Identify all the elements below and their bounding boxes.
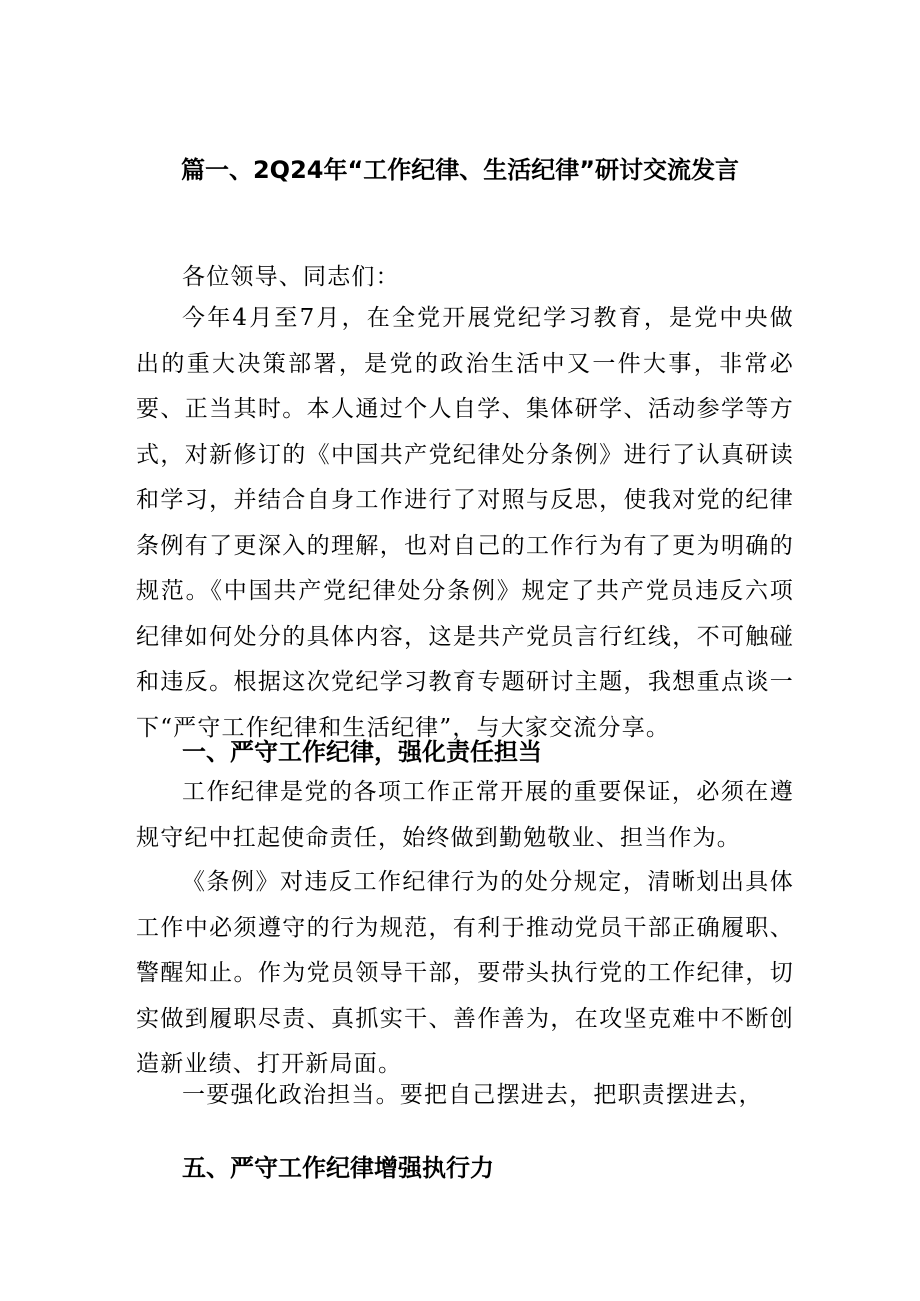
section-heading: 一、严守工作纪律，强化责任担当 [182,738,542,766]
document-title: 篇一、2Q24年“工作纪律、生活纪律”研讨交流发言 [180,156,740,184]
body-paragraph: 工作纪律是党的各项工作正常开展的重要保证，必须在遵规守纪中扛起使命责任，始终做到勤勉敬业、担当作为。 [136,779,794,851]
body-paragraph: 今年4月至7月，在全党开展党纪学习教育，是党中央做出的重大决策部署，是党的政治生活中又一件大事，非常必要、正当其时。本人通过个人自学、集体研学、活动参学等方式，对新修订的《中国共产党纪律处分条例》进行了认真研读和学习，并结合自身工作进行了对照与反思，使我对党的纪律条例有了更深入的理解，也对自己的工作行为有了更为明确的规范。《中国共产党纪律处分条例》规定了共产党员违反六项纪律如何处分的具体内容，这是共产党员言行红线，不可触碰和违反。根据这次党纪学习教育专题研讨主题，我想重点谈一下“严守工作纪律和生活纪律”，与大家交流分享。 [136,305,794,741]
greeting-line: 各位领导、同志们： [182,264,400,290]
body-paragraph: 一要强化政治担当。要把自己摆进去，把职责摆进去， [182,1082,763,1108]
section-heading: 五、严守工作纪律增强执行力 [182,1154,494,1182]
body-paragraph: 《条例》对违反工作纪律行为的处分规定，清晰划出具体工作中必须遵守的行为规范，有利于推动党员干部正确履职、警醒知止。作为党员领导干部，要带头执行党的工作纪律，切实做到履职尽责、真抓实干、善作善为，在攻坚克难中不断创造新业绩、打开新局面。 [136,869,794,1077]
